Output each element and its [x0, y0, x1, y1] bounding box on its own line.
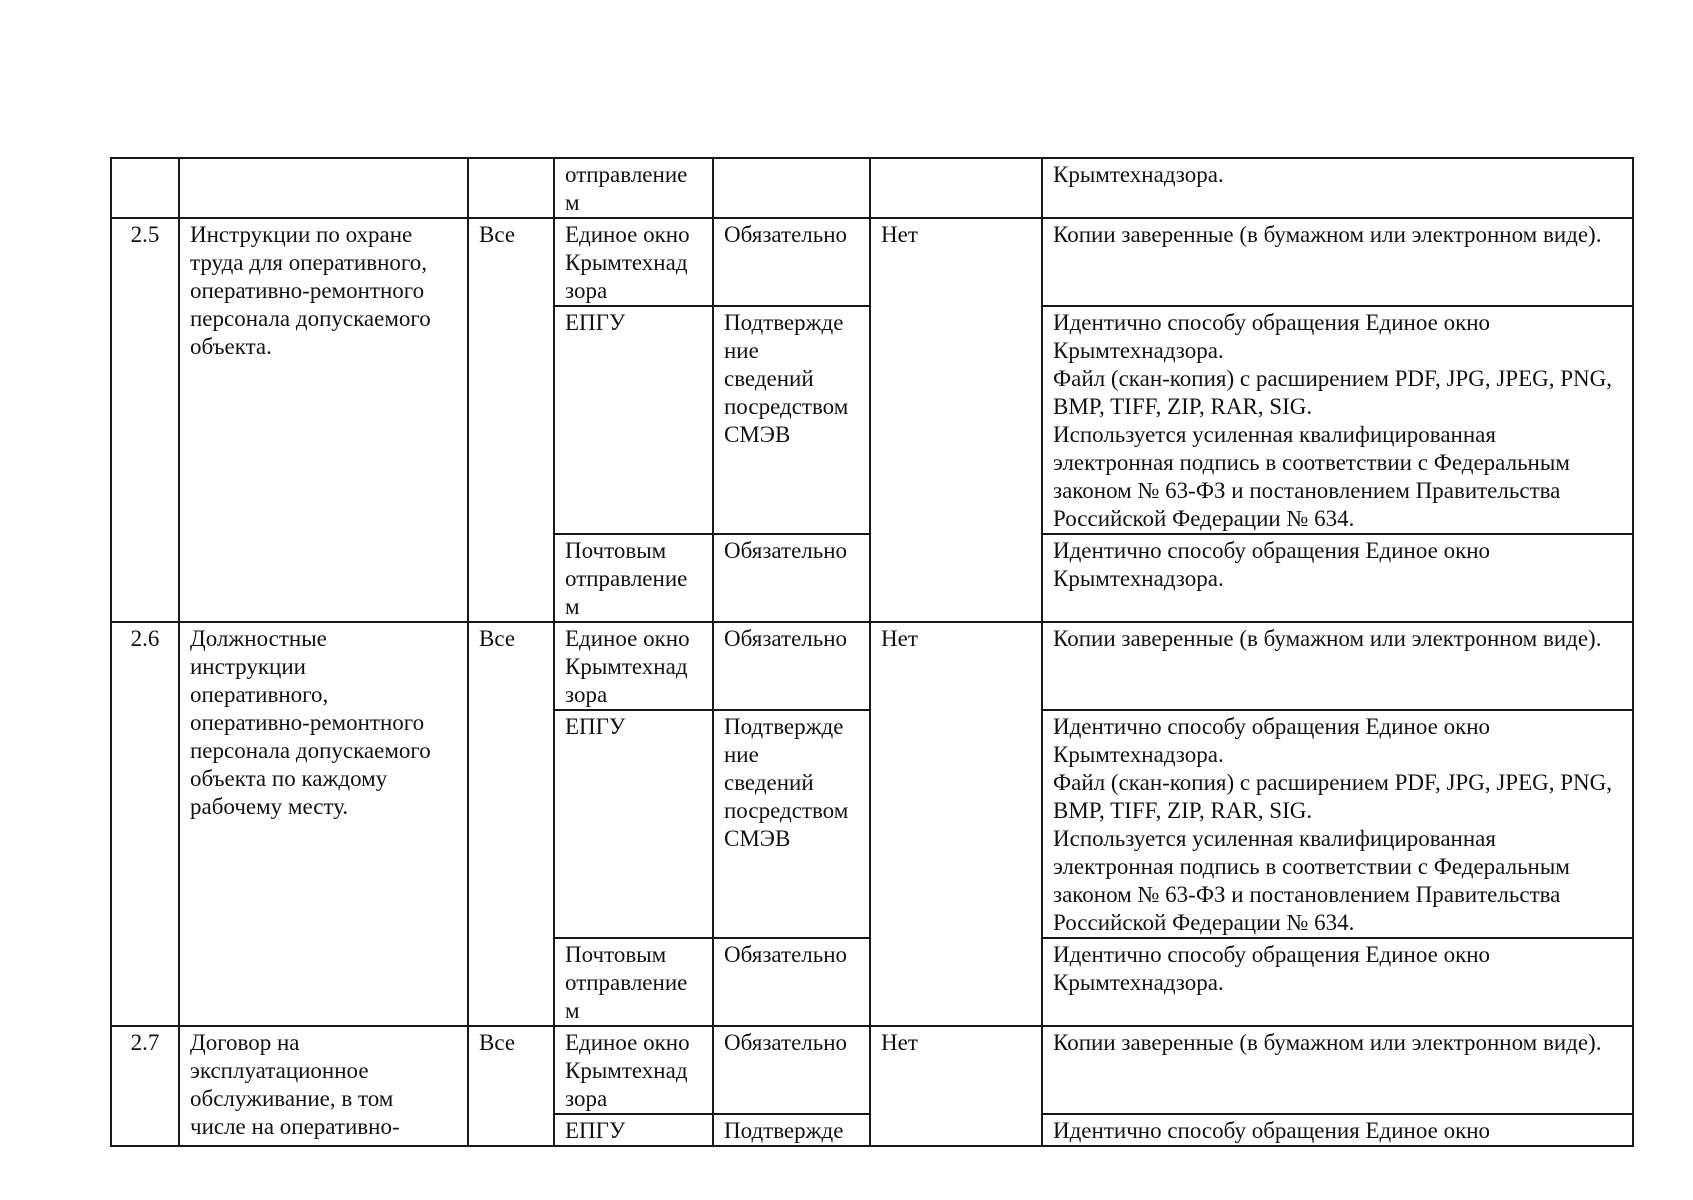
cell-method: Почтовым отправление м [554, 938, 713, 1026]
cell-description: Идентично способу обращения Единое окно [1042, 1114, 1633, 1146]
cell-applicant: Все [468, 218, 554, 622]
cell-num: 2.5 [111, 218, 179, 622]
cell-applicant: Все [468, 1026, 554, 1146]
cell-provision [870, 158, 1042, 218]
cell-description: Идентично способу обращения Единое окно Крымтехнадзора. Файл (скан-копия) с расширением PDF, JPG, JPEG, PNG, BMP, TIFF, ZIP, RAR, SIG. Используется усиленная квалифицированная электронная подпись в соответствии с Федеральным законом № 63-ФЗ и постановлением Правительства Российской Федерации № 634. [1042, 710, 1633, 938]
documents-table [110, 157, 1634, 1147]
cell-description: Копии заверенные (в бумажном или электронном виде). [1042, 1026, 1633, 1114]
cell-requirement: Подтвержде ние сведений посредством СМЭВ [713, 306, 870, 534]
cell-method: ЕПГУ [554, 1114, 713, 1146]
cell-num [111, 158, 179, 218]
cell-method: ЕПГУ [554, 306, 713, 534]
cell-method: Единое окно Крымтехнад зора [554, 1026, 713, 1114]
cell-requirement: Обязательно [713, 218, 870, 306]
cell-requirement: Обязательно [713, 938, 870, 1026]
cell-method: отправление м [554, 158, 713, 218]
table-row [111, 1026, 1633, 1114]
cell-provision: Нет [870, 1026, 1042, 1146]
cell-document: Инструкции по охране труда для оперативного, оперативно-ремонтного персонала допускаемого объекта. [179, 218, 468, 622]
cell-method: Единое окно Крымтехнад зора [554, 622, 713, 710]
cell-description: Копии заверенные (в бумажном или электронном виде). [1042, 622, 1633, 710]
table-row [111, 622, 1633, 710]
cell-description: Идентично способу обращения Единое окно Крымтехнадзора. Файл (скан-копия) с расширением PDF, JPG, JPEG, PNG, BMP, TIFF, ZIP, RAR, SIG. Используется усиленная квалифицированная электронная подпись в соответствии с Федеральным законом № 63-ФЗ и постановлением Правительства Российской Федерации № 634. [1042, 306, 1633, 534]
cell-requirement: Обязательно [713, 622, 870, 710]
cell-num: 2.7 [111, 1026, 179, 1146]
cell-requirement: Обязательно [713, 1026, 870, 1114]
cell-description: Идентично способу обращения Единое окно Крымтехнадзора. [1042, 938, 1633, 1026]
cell-requirement: Подтвержде [713, 1114, 870, 1146]
cell-applicant [468, 158, 554, 218]
cell-method: Единое окно Крымтехнад зора [554, 218, 713, 306]
cell-requirement: Обязательно [713, 534, 870, 622]
cell-description: Копии заверенные (в бумажном или электронном виде). [1042, 218, 1633, 306]
cell-document: Договор на эксплуатационное обслуживание, в том числе на оперативно- [179, 1026, 468, 1146]
cell-provision: Нет [870, 622, 1042, 1026]
cell-provision: Нет [870, 218, 1042, 622]
cell-method: Почтовым отправление м [554, 534, 713, 622]
cell-num: 2.6 [111, 622, 179, 1026]
cell-document [179, 158, 468, 218]
table-row [111, 218, 1633, 306]
cell-requirement [713, 158, 870, 218]
cell-description: Крымтехнадзора. [1042, 158, 1633, 218]
cell-requirement: Подтвержде ние сведений посредством СМЭВ [713, 710, 870, 938]
cell-description: Идентично способу обращения Единое окно Крымтехнадзора. [1042, 534, 1633, 622]
table-row-continuation [111, 158, 1633, 218]
cell-applicant: Все [468, 622, 554, 1026]
cell-method: ЕПГУ [554, 710, 713, 938]
cell-document: Должностные инструкции оперативного, оперативно-ремонтного персонала допускаемого объекта по каждому рабочему месту. [179, 622, 468, 1026]
